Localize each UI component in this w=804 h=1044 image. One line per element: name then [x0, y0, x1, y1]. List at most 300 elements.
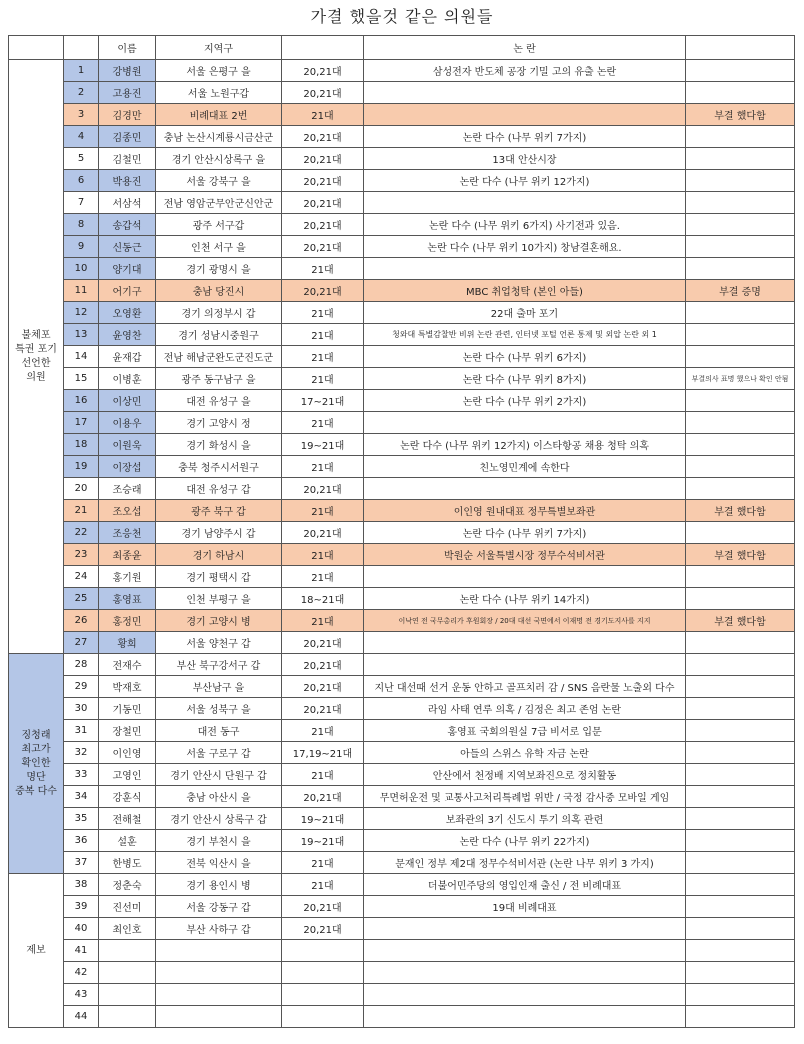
term: 21대 [282, 852, 364, 874]
note [686, 236, 795, 258]
row-number: 30 [64, 698, 99, 720]
controversy: 보좌관의 3기 신도시 투기 의혹 관련 [364, 808, 686, 830]
note [686, 214, 795, 236]
controversy [364, 192, 686, 214]
table-row [9, 830, 795, 852]
row-number: 31 [64, 720, 99, 742]
note [686, 984, 795, 1006]
term: 20,21대 [282, 786, 364, 808]
term: 20,21대 [282, 236, 364, 258]
member-name: 최인호 [99, 918, 156, 940]
table-row [9, 742, 795, 764]
table-row [9, 368, 795, 390]
note [686, 852, 795, 874]
row-number: 8 [64, 214, 99, 236]
district: 전남 영암군무안군신안군 [156, 192, 282, 214]
controversy: 이인영 원내대표 정무특별보좌관 [364, 500, 686, 522]
district: 경기 용인시 병 [156, 874, 282, 896]
controversy: 논란 다수 (나무 위키 8가지) [364, 368, 686, 390]
row-number: 40 [64, 918, 99, 940]
district: 부산 사하구 갑 [156, 918, 282, 940]
term: 21대 [282, 610, 364, 632]
term: 19~21대 [282, 434, 364, 456]
note [686, 830, 795, 852]
term: 21대 [282, 104, 364, 126]
controversy [364, 984, 686, 1006]
controversy: 삼성전자 반도체 공장 기밀 고의 유출 논란 [364, 60, 686, 82]
row-number: 24 [64, 566, 99, 588]
district [156, 1006, 282, 1028]
controversy [364, 412, 686, 434]
term: 19~21대 [282, 808, 364, 830]
note [686, 346, 795, 368]
term [282, 962, 364, 984]
term: 21대 [282, 500, 364, 522]
member-name: 윤재갑 [99, 346, 156, 368]
term: 20,21대 [282, 126, 364, 148]
member-name: 황희 [99, 632, 156, 654]
controversy: 논란 다수 (나무 위키 12가지) 이스타항공 채용 청탁 의혹 [364, 434, 686, 456]
member-name: 송갑석 [99, 214, 156, 236]
term [282, 984, 364, 1006]
term: 21대 [282, 764, 364, 786]
district: 서울 양천구 갑 [156, 632, 282, 654]
member-name: 윤영찬 [99, 324, 156, 346]
row-number: 2 [64, 82, 99, 104]
row-number: 1 [64, 60, 99, 82]
controversy [364, 566, 686, 588]
district: 경기 평택시 갑 [156, 566, 282, 588]
controversy [364, 918, 686, 940]
district: 경기 하남시 [156, 544, 282, 566]
row-number: 26 [64, 610, 99, 632]
table-row [9, 566, 795, 588]
district: 경기 고양시 정 [156, 412, 282, 434]
term: 18~21대 [282, 588, 364, 610]
member-name: 김철민 [99, 148, 156, 170]
member-name: 기동민 [99, 698, 156, 720]
row-number: 9 [64, 236, 99, 258]
term: 20,21대 [282, 654, 364, 676]
table-row [9, 874, 795, 896]
table-row [9, 192, 795, 214]
controversy: 친노영민계에 속한다 [364, 456, 686, 478]
term: 17,19~21대 [282, 742, 364, 764]
member-name: 김경만 [99, 104, 156, 126]
district: 부산남구 을 [156, 676, 282, 698]
term: 20,21대 [282, 214, 364, 236]
header-controversy: 논 란 [364, 36, 686, 60]
term: 21대 [282, 368, 364, 390]
members-table [8, 35, 795, 1028]
term: 21대 [282, 456, 364, 478]
member-name [99, 1006, 156, 1028]
note [686, 918, 795, 940]
district: 경기 안산시 상록구 갑 [156, 808, 282, 830]
controversy: 지난 대선때 선거 운동 안하고 골프치러 감 / SNS 음란물 노출외 다수 [364, 676, 686, 698]
table-row [9, 808, 795, 830]
controversy: 논란 다수 (나무 위키 22가지) [364, 830, 686, 852]
term: 20,21대 [282, 522, 364, 544]
member-name [99, 940, 156, 962]
member-name: 서삼석 [99, 192, 156, 214]
table-row [9, 104, 795, 126]
table-row [9, 500, 795, 522]
controversy [364, 632, 686, 654]
controversy: 논란 다수 (나무 위키 6가지) [364, 346, 686, 368]
table-row [9, 698, 795, 720]
member-name: 이원욱 [99, 434, 156, 456]
table-row [9, 170, 795, 192]
note [686, 324, 795, 346]
term: 20,21대 [282, 698, 364, 720]
member-name: 홍영표 [99, 588, 156, 610]
row-number: 7 [64, 192, 99, 214]
member-name: 양기대 [99, 258, 156, 280]
controversy: 논란 다수 (나무 위키 14가지) [364, 588, 686, 610]
member-name: 이상민 [99, 390, 156, 412]
row-number: 15 [64, 368, 99, 390]
row-number: 12 [64, 302, 99, 324]
row-number: 23 [64, 544, 99, 566]
controversy: 박원순 서울특별시장 정무수석비서관 [364, 544, 686, 566]
table-row [9, 302, 795, 324]
row-number: 35 [64, 808, 99, 830]
member-name: 홍기원 [99, 566, 156, 588]
table-row [9, 456, 795, 478]
note [686, 170, 795, 192]
note [686, 676, 795, 698]
district: 경기 광명시 을 [156, 258, 282, 280]
note [686, 588, 795, 610]
row-number: 44 [64, 1006, 99, 1028]
table-row [9, 588, 795, 610]
district: 충남 당진시 [156, 280, 282, 302]
table-row [9, 280, 795, 302]
district: 인천 부평구 을 [156, 588, 282, 610]
note [686, 82, 795, 104]
row-number: 42 [64, 962, 99, 984]
member-name: 조오섭 [99, 500, 156, 522]
row-number: 36 [64, 830, 99, 852]
member-name: 박재호 [99, 676, 156, 698]
member-name: 장철민 [99, 720, 156, 742]
row-number: 34 [64, 786, 99, 808]
controversy: 안산에서 천정배 지역보좌진으로 정치활동 [364, 764, 686, 786]
note [686, 412, 795, 434]
term: 20,21대 [282, 676, 364, 698]
row-number: 32 [64, 742, 99, 764]
term: 20,21대 [282, 918, 364, 940]
controversy [364, 654, 686, 676]
term: 21대 [282, 258, 364, 280]
table-row [9, 434, 795, 456]
note [686, 962, 795, 984]
note: 부결 증명 [686, 280, 795, 302]
member-name: 정춘숙 [99, 874, 156, 896]
term: 20,21대 [282, 170, 364, 192]
term [282, 1006, 364, 1028]
note [686, 720, 795, 742]
table-row [9, 412, 795, 434]
page-title: 가결 했을것 같은 의원들 [310, 7, 494, 26]
table-body [9, 36, 795, 1028]
controversy: 논란 다수 (나무 위키 12가지) [364, 170, 686, 192]
header-term [282, 36, 364, 60]
note [686, 786, 795, 808]
term: 20,21대 [282, 478, 364, 500]
note [686, 478, 795, 500]
member-name: 조승래 [99, 478, 156, 500]
table-row [9, 478, 795, 500]
row-number: 41 [64, 940, 99, 962]
district: 서울 은평구 을 [156, 60, 282, 82]
member-name: 조응천 [99, 522, 156, 544]
term: 21대 [282, 566, 364, 588]
member-name [99, 962, 156, 984]
row-number: 18 [64, 434, 99, 456]
term: 19~21대 [282, 830, 364, 852]
member-name: 오영환 [99, 302, 156, 324]
term: 21대 [282, 874, 364, 896]
row-number: 16 [64, 390, 99, 412]
note [686, 126, 795, 148]
header-district: 지역구 [156, 36, 282, 60]
table-row [9, 786, 795, 808]
table-row [9, 126, 795, 148]
section-label: 불체포 특권 포기 선언한 의원 [9, 60, 64, 654]
row-number: 43 [64, 984, 99, 1006]
controversy: 논란 다수 (나무 위키 10가지) 창남결혼해요. [364, 236, 686, 258]
term: 21대 [282, 720, 364, 742]
table-row [9, 984, 795, 1006]
controversy: 청와대 특별감찰반 비위 논란 관련, 인터넷 포털 언론 통제 및 외압 논란 외 1 [364, 324, 686, 346]
header-note [686, 36, 795, 60]
member-name: 신동근 [99, 236, 156, 258]
member-name: 고용진 [99, 82, 156, 104]
table-row [9, 82, 795, 104]
district: 전남 해남군완도군진도군 [156, 346, 282, 368]
member-name: 어기구 [99, 280, 156, 302]
member-name: 전재수 [99, 654, 156, 676]
header-name: 이름 [99, 36, 156, 60]
district: 광주 서구갑 [156, 214, 282, 236]
term [282, 940, 364, 962]
table-row [9, 236, 795, 258]
table-row [9, 324, 795, 346]
header-number [64, 36, 99, 60]
table-row [9, 676, 795, 698]
note [686, 192, 795, 214]
row-number: 5 [64, 148, 99, 170]
header-section [9, 36, 64, 60]
note [686, 302, 795, 324]
district: 비례대표 2번 [156, 104, 282, 126]
row-number: 13 [64, 324, 99, 346]
row-number: 4 [64, 126, 99, 148]
member-name [99, 984, 156, 1006]
district: 충남 아산시 을 [156, 786, 282, 808]
row-number: 20 [64, 478, 99, 500]
table-row [9, 764, 795, 786]
district: 경기 화성시 을 [156, 434, 282, 456]
district: 대전 유성구 을 [156, 390, 282, 412]
district: 경기 고양시 병 [156, 610, 282, 632]
district: 광주 동구남구 을 [156, 368, 282, 390]
row-number: 38 [64, 874, 99, 896]
district: 경기 성남시중원구 [156, 324, 282, 346]
row-number: 39 [64, 896, 99, 918]
controversy: 더불어민주당의 영입인재 출신 / 전 비례대표 [364, 874, 686, 896]
member-name: 홍정민 [99, 610, 156, 632]
row-number: 17 [64, 412, 99, 434]
member-name: 이인영 [99, 742, 156, 764]
member-name: 이병훈 [99, 368, 156, 390]
member-name: 최종윤 [99, 544, 156, 566]
term: 21대 [282, 412, 364, 434]
note: 부결 했다함 [686, 610, 795, 632]
controversy: 논란 다수 (나무 위키 7가지) [364, 126, 686, 148]
term: 20,21대 [282, 82, 364, 104]
controversy: 논란 다수 (나무 위키 7가지) [364, 522, 686, 544]
district: 경기 의정부시 갑 [156, 302, 282, 324]
table-row [9, 720, 795, 742]
note [686, 522, 795, 544]
member-name: 한병도 [99, 852, 156, 874]
member-name: 박용진 [99, 170, 156, 192]
note: 부결 했다함 [686, 544, 795, 566]
row-number: 19 [64, 456, 99, 478]
section-label: 징청래 최고가 확인한 명단 중복 다수 [9, 654, 64, 874]
member-name: 강병원 [99, 60, 156, 82]
controversy [364, 104, 686, 126]
district: 경기 안산시 단원구 갑 [156, 764, 282, 786]
member-name: 고영인 [99, 764, 156, 786]
member-name: 전해철 [99, 808, 156, 830]
table-row [9, 962, 795, 984]
district: 경기 남양주시 갑 [156, 522, 282, 544]
member-name: 이용우 [99, 412, 156, 434]
note [686, 456, 795, 478]
row-number: 10 [64, 258, 99, 280]
member-name: 이장섭 [99, 456, 156, 478]
note: 부결 했다함 [686, 500, 795, 522]
table-row [9, 258, 795, 280]
table-row [9, 632, 795, 654]
district: 충북 청주시서원구 [156, 456, 282, 478]
row-number: 3 [64, 104, 99, 126]
note [686, 390, 795, 412]
controversy: 19대 비례대표 [364, 896, 686, 918]
table-row [9, 940, 795, 962]
section-label: 제보 [9, 874, 64, 1028]
row-number: 21 [64, 500, 99, 522]
term: 21대 [282, 544, 364, 566]
note [686, 654, 795, 676]
table-row [9, 610, 795, 632]
note [686, 940, 795, 962]
member-name: 김종민 [99, 126, 156, 148]
term: 20,21대 [282, 192, 364, 214]
table-row [9, 60, 795, 82]
row-number: 11 [64, 280, 99, 302]
row-number: 33 [64, 764, 99, 786]
table-row [9, 1006, 795, 1028]
row-number: 14 [64, 346, 99, 368]
table-row [9, 918, 795, 940]
table-row [9, 896, 795, 918]
row-number: 37 [64, 852, 99, 874]
controversy: 이낙연 전 국무총리가 후원회장 / 20대 대선 국면에서 이재명 전 경기도지사를 지지 [364, 610, 686, 632]
term: 20,21대 [282, 896, 364, 918]
row-number: 22 [64, 522, 99, 544]
note [686, 808, 795, 830]
controversy [364, 82, 686, 104]
district [156, 962, 282, 984]
table-row [9, 522, 795, 544]
note [686, 1006, 795, 1028]
table-row [9, 544, 795, 566]
term: 20,21대 [282, 632, 364, 654]
district [156, 940, 282, 962]
table-row [9, 148, 795, 170]
controversy: 아들의 스위스 유학 자금 논란 [364, 742, 686, 764]
controversy [364, 1006, 686, 1028]
row-number: 29 [64, 676, 99, 698]
controversy [364, 478, 686, 500]
district: 부산 북구강서구 갑 [156, 654, 282, 676]
member-name: 설훈 [99, 830, 156, 852]
district: 서울 강북구 을 [156, 170, 282, 192]
note [686, 148, 795, 170]
note: 부결 했다함 [686, 104, 795, 126]
row-number: 25 [64, 588, 99, 610]
note [686, 258, 795, 280]
district: 대전 동구 [156, 720, 282, 742]
district [156, 984, 282, 1006]
row-number: 27 [64, 632, 99, 654]
term: 20,21대 [282, 60, 364, 82]
district: 경기 부천시 을 [156, 830, 282, 852]
controversy: 문재인 정부 제2대 정무수석비서관 (논란 나무 위키 3 가지) [364, 852, 686, 874]
district: 광주 북구 갑 [156, 500, 282, 522]
controversy: 라임 사태 연루 의혹 / 김정은 최고 존엄 논란 [364, 698, 686, 720]
controversy [364, 940, 686, 962]
note [686, 434, 795, 456]
term: 21대 [282, 346, 364, 368]
controversy: 논란 다수 (나무 위키 6가지) 사기전과 있음. [364, 214, 686, 236]
term: 17~21대 [282, 390, 364, 412]
table-row [9, 390, 795, 412]
note [686, 874, 795, 896]
note [686, 698, 795, 720]
controversy [364, 258, 686, 280]
member-name: 강훈식 [99, 786, 156, 808]
note [686, 896, 795, 918]
district: 서울 구로구 갑 [156, 742, 282, 764]
term: 20,21대 [282, 280, 364, 302]
member-name: 진선미 [99, 896, 156, 918]
header-row [9, 36, 795, 60]
term: 20,21대 [282, 148, 364, 170]
controversy: MBC 취업청탁 (본인 아들) [364, 280, 686, 302]
table-row [9, 654, 795, 676]
table-row [9, 346, 795, 368]
row-number: 6 [64, 170, 99, 192]
controversy: 무면허운전 및 교통사고처리특례법 위반 / 국정 감사중 모바일 게임 [364, 786, 686, 808]
note [686, 632, 795, 654]
district: 전북 익산시 을 [156, 852, 282, 874]
